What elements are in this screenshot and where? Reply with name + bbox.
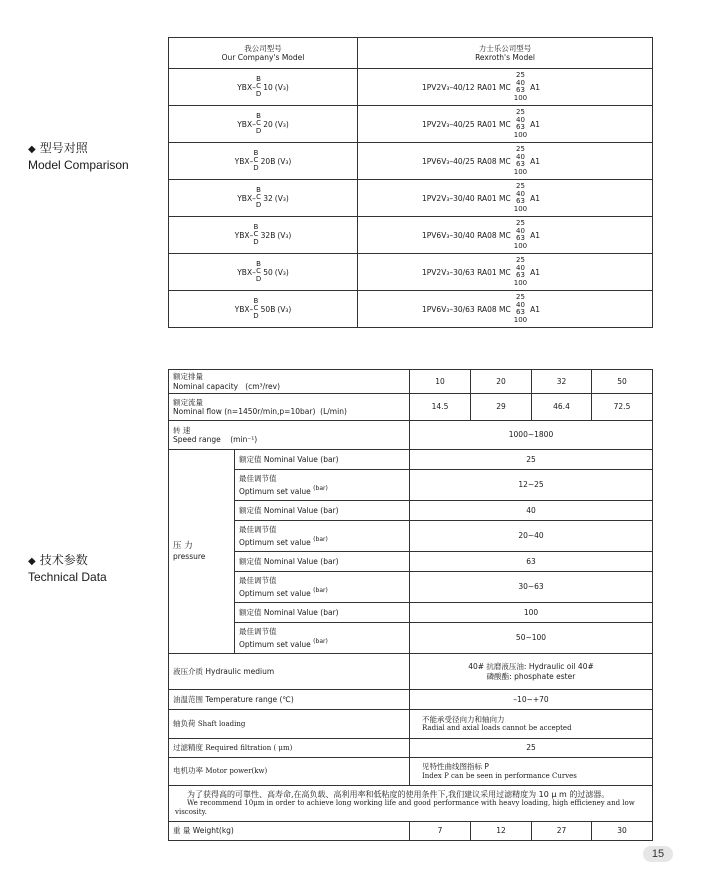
table-row bbox=[169, 552, 653, 572]
variant-letter: B bbox=[256, 185, 261, 194]
shaft-line2: Radial and axial loads cannot be accepted bbox=[422, 724, 572, 732]
rexroth-model-cell bbox=[358, 180, 653, 217]
size-options bbox=[514, 146, 527, 176]
optimum-unit: (bar) bbox=[313, 637, 328, 645]
variant-letter: B bbox=[253, 222, 259, 231]
section-en: Technical Data bbox=[28, 570, 107, 584]
optimum-value-label bbox=[235, 572, 410, 603]
medium-line2: 磷酸酯: phosphate ester bbox=[486, 671, 576, 681]
header-ours bbox=[169, 38, 358, 69]
size-options bbox=[514, 72, 527, 102]
size-option: 63 bbox=[515, 271, 525, 279]
filtration-label-zh: 过滤精度 bbox=[173, 742, 203, 752]
table-row bbox=[169, 421, 653, 450]
rexroth-model-cell bbox=[358, 143, 653, 180]
flow-value: 29 bbox=[471, 394, 532, 421]
size-option: 40 bbox=[515, 300, 525, 309]
nominal-pressure-value: 25 bbox=[410, 450, 653, 470]
rexroth-suffix: A1 bbox=[530, 193, 541, 203]
capacity-value: 10 bbox=[410, 370, 471, 394]
row-label bbox=[169, 654, 410, 690]
optimum-en: Optimum set value bbox=[239, 537, 311, 547]
model-vs: (V₃) bbox=[277, 156, 292, 166]
optimum-unit: (bar) bbox=[313, 484, 328, 492]
row-value bbox=[410, 690, 653, 710]
size-option: 100 bbox=[513, 241, 528, 250]
optimum-en: Optimum set value bbox=[239, 639, 311, 649]
variant-letters bbox=[256, 261, 261, 284]
size-options bbox=[514, 109, 527, 139]
variant-letter: B bbox=[256, 111, 261, 120]
rexroth-model-cell bbox=[358, 106, 653, 143]
size-option: 63 bbox=[515, 234, 525, 242]
size-options bbox=[514, 294, 527, 324]
diamond-bullet-icon: ◆ bbox=[28, 556, 36, 567]
table-row bbox=[169, 501, 653, 521]
optimum-zh: 最佳调节值 bbox=[239, 576, 277, 585]
model-vs: (V₃) bbox=[277, 304, 292, 314]
variant-letter: C bbox=[253, 304, 259, 313]
model-code: 32B bbox=[260, 230, 276, 240]
table-row bbox=[169, 180, 653, 217]
variant-letter: C bbox=[256, 193, 261, 202]
our-model-cell bbox=[169, 291, 358, 328]
model-code: 32 bbox=[263, 193, 273, 203]
pressure-en: pressure bbox=[173, 551, 206, 561]
size-option: 100 bbox=[513, 167, 528, 176]
table-row bbox=[169, 470, 653, 501]
motor-label-en: Motor power(kw) bbox=[205, 767, 268, 776]
row-value bbox=[410, 654, 653, 690]
row-label bbox=[169, 690, 410, 710]
weight-value: 27 bbox=[532, 822, 592, 841]
rexroth-model: 1PV6V₃–30/63 RA08 MC bbox=[422, 304, 511, 314]
header-rex-en: Rexroth's Model bbox=[475, 53, 535, 62]
optimum-zh: 最佳调节值 bbox=[239, 627, 277, 636]
capacity-value: 32 bbox=[532, 370, 592, 394]
section-zh: 技术参数 bbox=[39, 553, 88, 567]
model-vs: (V₃) bbox=[274, 193, 289, 203]
variant-letter: D bbox=[255, 126, 262, 135]
size-option: 100 bbox=[513, 278, 528, 287]
variant-letters bbox=[253, 150, 258, 173]
table-row bbox=[169, 739, 653, 758]
size-option: 100 bbox=[513, 130, 528, 139]
speed-value: 1000~1800 bbox=[410, 421, 653, 450]
our-model-cell bbox=[169, 69, 358, 106]
header-ours-zh: 我公司型号 bbox=[244, 44, 282, 53]
technical-data-table bbox=[168, 369, 653, 841]
motor-line1: 见特性曲线图指标 P bbox=[422, 762, 489, 771]
size-option: 63 bbox=[515, 86, 525, 94]
capacity-value: 50 bbox=[592, 370, 653, 394]
shaft-label-en: Shaft loading bbox=[197, 719, 246, 728]
table-row bbox=[169, 822, 653, 841]
optimum-pressure-value: 50~100 bbox=[410, 623, 653, 654]
weight-value: 30 bbox=[592, 822, 653, 841]
rexroth-suffix: A1 bbox=[530, 82, 541, 92]
row-value bbox=[410, 710, 653, 739]
table-row bbox=[169, 106, 653, 143]
size-option: 63 bbox=[515, 197, 525, 205]
filtration-note bbox=[169, 786, 653, 822]
diamond-bullet-icon: ◆ bbox=[28, 144, 36, 155]
model-prefix: YBX– bbox=[237, 82, 256, 92]
size-option: 25 bbox=[515, 145, 525, 153]
variant-letter: C bbox=[256, 267, 261, 276]
shaft-label-zh: 轴负荷 bbox=[173, 718, 196, 728]
optimum-en: Optimum set value bbox=[239, 486, 311, 496]
our-model-cell bbox=[169, 143, 358, 180]
size-option: 100 bbox=[513, 93, 528, 102]
table-row bbox=[169, 710, 653, 739]
our-model-cell bbox=[169, 217, 358, 254]
note-en: We recommend 10μm in order to achieve long working life and good performance with heavy loading, high efficieney and low viscosity. bbox=[175, 799, 635, 816]
optimum-zh: 最佳调节值 bbox=[239, 474, 277, 483]
model-vs: (V₃) bbox=[274, 267, 289, 277]
table-row bbox=[169, 521, 653, 552]
our-model-cell bbox=[169, 106, 358, 143]
note-zh: 为了获得高的可靠性、高寿命,在高负载、高利用率和低粘度的使用条件下,我们建议采用过滤精度为 10 μ m 的过滤器。 bbox=[187, 790, 610, 799]
capacity-unit: (cm³/rev) bbox=[245, 381, 281, 391]
motor-line2: Index P can be seen in performance Curves bbox=[422, 771, 577, 780]
section-label-comparison bbox=[28, 141, 129, 173]
variant-letter: D bbox=[253, 237, 259, 246]
model-prefix: YBX– bbox=[234, 304, 254, 314]
size-option: 25 bbox=[515, 219, 525, 227]
table-row bbox=[169, 394, 653, 421]
model-vs: (V₃) bbox=[274, 82, 289, 92]
size-option: 63 bbox=[515, 160, 525, 168]
capacity-value: 20 bbox=[471, 370, 532, 394]
size-option: 25 bbox=[515, 256, 525, 264]
rexroth-suffix: A1 bbox=[530, 230, 541, 240]
variant-letter: C bbox=[256, 82, 261, 91]
table-row bbox=[169, 654, 653, 690]
table-row bbox=[169, 291, 653, 328]
size-option: 63 bbox=[515, 123, 525, 131]
table-row bbox=[169, 217, 653, 254]
size-options bbox=[514, 220, 527, 250]
variant-letter: C bbox=[253, 230, 259, 239]
variant-letter: C bbox=[253, 156, 259, 165]
weight-label: 重 量 Weight(kg) bbox=[169, 822, 410, 841]
size-option: 40 bbox=[515, 263, 525, 272]
flow-value: 72.5 bbox=[592, 394, 653, 421]
rexroth-model: 1PV6V₃–40/25 RA08 MC bbox=[422, 156, 511, 166]
rexroth-model-cell bbox=[358, 69, 653, 106]
model-prefix: YBX– bbox=[234, 156, 254, 166]
model-vs: (V₃) bbox=[277, 230, 292, 240]
variant-letters bbox=[256, 187, 261, 210]
medium-label: 液压介质 Hydraulic medium bbox=[173, 666, 275, 676]
rexroth-model: 1PV2V₃–30/63 RA01 MC bbox=[422, 267, 511, 277]
table-row bbox=[169, 758, 653, 786]
model-code: 50B bbox=[260, 304, 276, 314]
header-rex-zh: 力士乐公司型号 bbox=[478, 44, 532, 53]
table-row bbox=[169, 450, 653, 470]
variant-letter: C bbox=[256, 119, 261, 128]
pressure-zh: 压 力 bbox=[173, 541, 193, 551]
size-options bbox=[514, 257, 527, 287]
flow-en: Nominal flow (n=1450r/min,p=10bar) bbox=[173, 407, 316, 416]
section-en: Model Comparison bbox=[28, 158, 129, 172]
optimum-value-label bbox=[235, 623, 410, 654]
optimum-unit: (bar) bbox=[313, 535, 328, 543]
filtration-label-en: Required filtration ( μm) bbox=[205, 743, 293, 752]
table-row bbox=[169, 143, 653, 180]
variant-letter: D bbox=[255, 89, 262, 98]
size-options bbox=[514, 183, 527, 213]
capacity-zh: 额定排量 bbox=[173, 372, 203, 381]
rexroth-model: 1PV2V₃–40/25 RA01 MC bbox=[422, 119, 511, 129]
size-option: 25 bbox=[515, 71, 525, 79]
temperature-label: 油温范围 Temperature range (℃) bbox=[173, 694, 294, 704]
our-model-cell bbox=[169, 254, 358, 291]
rexroth-model-cell bbox=[358, 291, 653, 328]
model-prefix: YBX– bbox=[237, 119, 256, 129]
size-option: 25 bbox=[515, 108, 525, 116]
flow-label bbox=[169, 394, 410, 421]
size-option: 40 bbox=[515, 115, 525, 124]
page-number: 15 bbox=[643, 846, 673, 862]
model-code: 20B bbox=[260, 156, 276, 166]
table-row bbox=[169, 69, 653, 106]
flow-unit: (L/min) bbox=[320, 407, 347, 416]
speed-label bbox=[169, 421, 410, 450]
variant-letters bbox=[256, 113, 261, 136]
speed-zh: 转 速 bbox=[173, 425, 191, 435]
size-option: 40 bbox=[515, 78, 525, 87]
nominal-pressure-value: 63 bbox=[410, 552, 653, 572]
weight-value: 7 bbox=[410, 822, 471, 841]
motor-label-zh: 电机功率 bbox=[173, 766, 203, 776]
model-comparison-table bbox=[168, 37, 653, 328]
header-rexroth bbox=[358, 38, 653, 69]
size-option: 63 bbox=[515, 308, 525, 316]
rexroth-model: 1PV6V₃–30/40 RA08 MC bbox=[422, 230, 511, 240]
speed-en: Speed range bbox=[173, 435, 221, 444]
nominal-value-label: 额定值 Nominal Value (bar) bbox=[235, 603, 410, 623]
capacity-en: Nominal capacity bbox=[173, 381, 239, 391]
variant-letters bbox=[253, 298, 258, 321]
rexroth-model-cell bbox=[358, 217, 653, 254]
nominal-pressure-value: 40 bbox=[410, 501, 653, 521]
variant-letter: D bbox=[253, 311, 259, 320]
size-option: 40 bbox=[515, 189, 525, 198]
variant-letter: D bbox=[253, 163, 259, 172]
model-prefix: YBX– bbox=[237, 267, 256, 277]
rexroth-model: 1PV2V₃–30/40 RA01 MC bbox=[422, 193, 511, 203]
medium-line1: 40# 抗磨液压油: Hydraulic oil 40# bbox=[468, 662, 594, 671]
weight-value: 12 bbox=[471, 822, 532, 841]
nominal-value-label: 额定值 Nominal Value (bar) bbox=[235, 450, 410, 470]
variant-letters bbox=[256, 76, 261, 99]
table-header-row bbox=[169, 38, 653, 69]
rexroth-suffix: A1 bbox=[530, 119, 541, 129]
capacity-label bbox=[169, 370, 410, 394]
rexroth-suffix: A1 bbox=[530, 267, 541, 277]
optimum-value-label bbox=[235, 470, 410, 501]
model-code: 10 bbox=[263, 82, 273, 92]
variant-letter: D bbox=[255, 200, 262, 209]
flow-zh: 额定流量 bbox=[173, 397, 203, 407]
model-vs: (V₃) bbox=[274, 119, 289, 129]
nominal-pressure-value: 100 bbox=[410, 603, 653, 623]
size-option: 40 bbox=[515, 152, 525, 161]
table-row bbox=[169, 690, 653, 710]
section-zh: 型号对照 bbox=[39, 141, 88, 155]
model-prefix: YBX– bbox=[237, 193, 256, 203]
table-row bbox=[169, 572, 653, 603]
row-label bbox=[169, 739, 410, 758]
temperature-value: –10~+70 bbox=[513, 694, 549, 704]
size-option: 25 bbox=[515, 182, 525, 190]
model-code: 50 bbox=[263, 267, 273, 277]
rexroth-suffix: A1 bbox=[530, 304, 541, 314]
row-label bbox=[169, 758, 410, 786]
flow-value: 46.4 bbox=[532, 394, 592, 421]
pressure-label bbox=[169, 450, 235, 654]
optimum-unit: (bar) bbox=[313, 586, 328, 594]
model-prefix: YBX– bbox=[234, 230, 254, 240]
nominal-value-label: 额定值 Nominal Value (bar) bbox=[235, 552, 410, 572]
variant-letter: B bbox=[253, 296, 259, 305]
row-value bbox=[410, 758, 653, 786]
optimum-value-label bbox=[235, 521, 410, 552]
variant-letter: B bbox=[253, 148, 259, 157]
size-option: 40 bbox=[515, 226, 525, 235]
variant-letter: B bbox=[256, 259, 261, 268]
table-row bbox=[169, 370, 653, 394]
size-option: 100 bbox=[513, 204, 528, 213]
size-option: 100 bbox=[513, 315, 528, 324]
filtration-value: 25 bbox=[526, 743, 536, 753]
our-model-cell bbox=[169, 180, 358, 217]
nominal-value-label: 额定值 Nominal Value (bar) bbox=[235, 501, 410, 521]
row-label bbox=[169, 710, 410, 739]
optimum-zh: 最佳调节值 bbox=[239, 525, 277, 534]
table-row bbox=[169, 603, 653, 623]
header-ours-en: Our Company's Model bbox=[221, 53, 305, 62]
variant-letter: D bbox=[255, 274, 262, 283]
model-code: 20 bbox=[263, 119, 273, 129]
rexroth-suffix: A1 bbox=[530, 156, 541, 166]
rexroth-model: 1PV2V₃–40/12 RA01 MC bbox=[422, 82, 511, 92]
section-label-technical bbox=[28, 553, 107, 585]
optimum-pressure-value: 30~63 bbox=[410, 572, 653, 603]
table-row bbox=[169, 254, 653, 291]
table-row bbox=[169, 786, 653, 822]
optimum-pressure-value: 20~40 bbox=[410, 521, 653, 552]
row-value bbox=[410, 739, 653, 758]
optimum-en: Optimum set value bbox=[239, 588, 311, 598]
speed-unit: (min⁻¹) bbox=[230, 435, 258, 444]
variant-letters bbox=[253, 224, 258, 247]
table-row bbox=[169, 623, 653, 654]
shaft-line1: 不能承受径向力和轴向力 bbox=[422, 714, 505, 724]
rexroth-model-cell bbox=[358, 254, 653, 291]
optimum-pressure-value: 12~25 bbox=[410, 470, 653, 501]
size-option: 25 bbox=[515, 293, 525, 301]
flow-value: 14.5 bbox=[410, 394, 471, 421]
variant-letter: B bbox=[256, 74, 261, 83]
